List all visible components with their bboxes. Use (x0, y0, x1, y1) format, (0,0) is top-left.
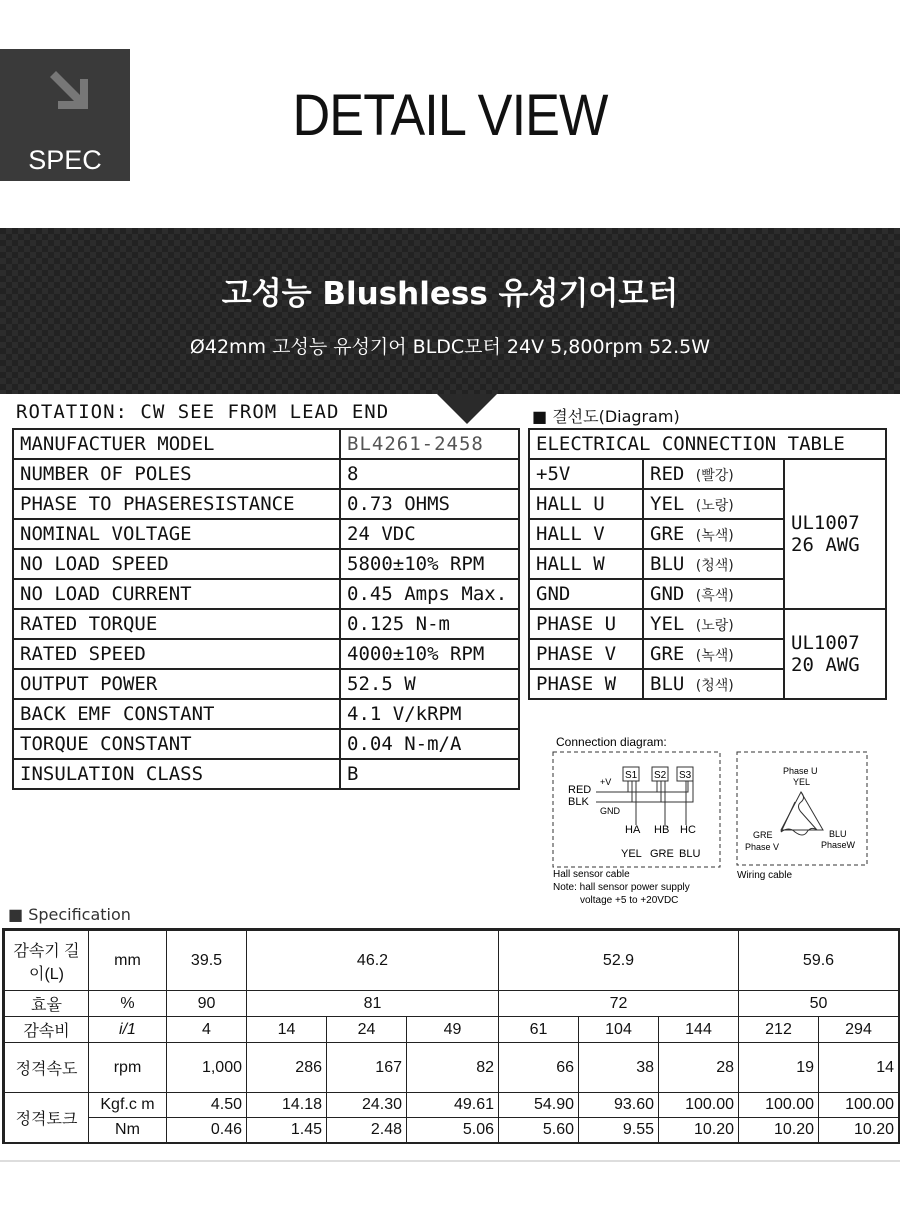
length-label: 감속기 길이(L) (5, 931, 89, 991)
torque-nm-cell: 9.55 (579, 1118, 659, 1143)
ratio-cell: 144 (659, 1017, 739, 1043)
eff-cell: 90 (167, 991, 247, 1017)
elec-signal: HALL U (529, 489, 643, 519)
s2-label: S2 (654, 770, 667, 781)
length-unit: mm (89, 931, 167, 991)
elec-color (643, 579, 784, 609)
speed-label: 정격속도 (5, 1043, 89, 1093)
elec-color-kr: (노랑) (695, 618, 734, 634)
elec-color (643, 459, 784, 489)
motor-value: BL4261-2458 (340, 429, 519, 459)
phase-v-label: Phase V (745, 842, 780, 852)
length-cell: 39.5 (167, 931, 247, 991)
elec-signal: PHASE U (529, 609, 643, 639)
speed-unit: rpm (89, 1043, 167, 1093)
ha-label: HA (625, 824, 641, 836)
gre-label: GRE (650, 848, 674, 860)
phase-w-color: BLU (829, 829, 847, 839)
ratio-cell: 212 (739, 1017, 819, 1043)
speed-cell: 19 (739, 1043, 819, 1093)
ratio-cell: 49 (407, 1017, 499, 1043)
motor-key: OUTPUT POWER (13, 669, 340, 699)
gnd-label: GND (600, 806, 620, 816)
electrical-table-title: ELECTRICAL CONNECTION TABLE (529, 429, 886, 459)
specification-heading: ■ Specification (8, 905, 131, 924)
motor-key: NUMBER OF POLES (13, 459, 340, 489)
motor-row (13, 459, 519, 489)
cable-spec-phase: UL1007 20 AWG (784, 609, 886, 699)
spec-badge-label: SPEC (28, 145, 102, 175)
bottom-divider (0, 1160, 900, 1162)
yel-label: YEL (621, 848, 642, 860)
length-cell: 46.2 (247, 931, 499, 991)
eff-cell: 81 (247, 991, 499, 1017)
elec-color-code: BLU (650, 553, 685, 575)
motor-value: 24 VDC (340, 519, 519, 549)
torque-kgf-cell: 93.60 (579, 1093, 659, 1118)
phase-v-color: GRE (753, 830, 773, 840)
motor-row (13, 639, 519, 669)
speed-cell: 82 (407, 1043, 499, 1093)
banner-notch (437, 394, 497, 424)
torque-kgf-cell: 14.18 (247, 1093, 327, 1118)
motor-key: NOMINAL VOLTAGE (13, 519, 340, 549)
speed-cell: 38 (579, 1043, 659, 1093)
motor-value: 52.5 W (340, 669, 519, 699)
elec-color-code: GRE (650, 643, 685, 665)
elec-color (643, 549, 784, 579)
motor-value: 4.1 V/kRPM (340, 699, 519, 729)
motor-value: 0.73 OHMS (340, 489, 519, 519)
torque-nm-cell: 0.46 (167, 1118, 247, 1143)
motor-key: INSULATION CLASS (13, 759, 340, 789)
specification-table (4, 930, 899, 1143)
vplus-label: +V (600, 777, 612, 787)
note-line1: Note: hall sensor power supply (553, 882, 690, 893)
motor-row (13, 669, 519, 699)
ratio-cell: 294 (819, 1017, 899, 1043)
wiring-diagram (733, 748, 873, 888)
wiring-caption: Wiring cable (737, 870, 793, 881)
torque-nm-cell: 10.20 (659, 1118, 739, 1143)
speed-cell: 286 (247, 1043, 327, 1093)
torque-nm-cell: 10.20 (739, 1118, 819, 1143)
ratio-cell: 61 (499, 1017, 579, 1043)
elec-color (643, 609, 784, 639)
torque-kgf-cell: 4.50 (167, 1093, 247, 1118)
kgf-unit: Kgf.c m (89, 1093, 167, 1118)
speed-cell: 167 (327, 1043, 407, 1093)
note-line2: voltage +5 to +20VDC (580, 895, 679, 906)
torque-kgf-cell: 24.30 (327, 1093, 407, 1118)
ratio-cell: 104 (579, 1017, 659, 1043)
elec-color-code: GND (650, 583, 685, 605)
motor-row (13, 489, 519, 519)
electrical-row (529, 459, 886, 489)
speed-cell: 66 (499, 1043, 579, 1093)
ratio-cell: 4 (167, 1017, 247, 1043)
torque-kgf-cell: 100.00 (819, 1093, 899, 1118)
eff-label: 효율 (5, 991, 89, 1017)
motor-key: TORQUE CONSTANT (13, 729, 340, 759)
speed-cell: 14 (819, 1043, 899, 1093)
motor-row (13, 609, 519, 639)
eff-cell: 72 (499, 991, 739, 1017)
torque-kgf-cell: 100.00 (739, 1093, 819, 1118)
elec-color (643, 489, 784, 519)
motor-key: NO LOAD SPEED (13, 549, 340, 579)
torque-nm-cell: 10.20 (819, 1118, 899, 1143)
torque-kgf-cell: 49.61 (407, 1093, 499, 1118)
torque-nm-cell: 5.60 (499, 1118, 579, 1143)
torque-kgf-cell: 100.00 (659, 1093, 739, 1118)
motor-key: RATED SPEED (13, 639, 340, 669)
elec-color-kr: (녹색) (695, 648, 734, 664)
ratio-label: 감속비 (5, 1017, 89, 1043)
elec-color-kr: (녹색) (695, 528, 734, 544)
blk-label: BLK (568, 796, 589, 808)
diagram-title: Connection diagram: (556, 735, 667, 749)
length-cell: 59.6 (739, 931, 899, 991)
elec-signal: PHASE W (529, 669, 643, 699)
motor-value: 0.125 N-m (340, 609, 519, 639)
motor-value: 8 (340, 459, 519, 489)
motor-row (13, 759, 519, 789)
motor-key: MANUFACTUER MODEL (13, 429, 340, 459)
motor-value: 0.45 Amps Max. (340, 579, 519, 609)
elec-signal: GND (529, 579, 643, 609)
eff-unit: % (89, 991, 167, 1017)
ratio-unit: i/1 (89, 1017, 167, 1043)
hall-connection-diagram (548, 730, 728, 910)
motor-value: 4000±10% RPM (340, 639, 519, 669)
nm-unit: Nm (89, 1118, 167, 1143)
elec-color-kr: (청색) (695, 558, 734, 574)
rotation-note: ROTATION: CW SEE FROM LEAD END (16, 401, 390, 423)
torque-nm-cell: 2.48 (327, 1118, 407, 1143)
hc-label: HC (680, 824, 696, 836)
elec-color (643, 639, 784, 669)
motor-key: RATED TORQUE (13, 609, 340, 639)
page-title: DETAIL VIEW (292, 83, 608, 148)
elec-signal: HALL V (529, 519, 643, 549)
ratio-cell: 14 (247, 1017, 327, 1043)
torque-kgf-cell: 54.90 (499, 1093, 579, 1118)
elec-color-kr: (빨강) (695, 468, 734, 484)
elec-color-code: RED (650, 463, 685, 485)
torque-label: 정격토크 (5, 1093, 89, 1143)
motor-row (13, 729, 519, 759)
banner-title: 고성능 Blushless 유성기어모터 (221, 276, 679, 312)
elec-color (643, 519, 784, 549)
electrical-connection-table (528, 428, 887, 700)
motor-row (13, 429, 519, 459)
banner-subtitle: Ø42mm 고성능 유성기어 BLDC모터 24V 5,800rpm 52.5W (189, 336, 711, 358)
eff-cell: 50 (739, 991, 899, 1017)
electrical-row (529, 609, 886, 639)
elec-signal: PHASE V (529, 639, 643, 669)
hall-caption: Hall sensor cable (553, 869, 630, 880)
motor-value: 5800±10% RPM (340, 549, 519, 579)
motor-row (13, 699, 519, 729)
motor-value: 0.04 N-m/A (340, 729, 519, 759)
motor-row (13, 549, 519, 579)
hb-label: HB (654, 824, 670, 836)
motor-row (13, 579, 519, 609)
s3-label: S3 (679, 770, 692, 781)
speed-cell: 28 (659, 1043, 739, 1093)
motor-key: BACK EMF CONSTANT (13, 699, 340, 729)
motor-key: NO LOAD CURRENT (13, 579, 340, 609)
torque-nm-cell: 1.45 (247, 1118, 327, 1143)
motor-spec-table (12, 428, 520, 790)
motor-value: B (340, 759, 519, 789)
blu-label: BLU (679, 848, 701, 860)
cable-spec-hall: UL1007 26 AWG (784, 459, 886, 609)
banner (0, 228, 900, 394)
elec-color-code: BLU (650, 673, 685, 695)
elec-color (643, 669, 784, 699)
s1-label: S1 (625, 770, 638, 781)
elec-color-code: YEL (650, 493, 685, 515)
elec-color-kr: (청색) (695, 678, 734, 694)
motor-row (13, 519, 519, 549)
length-cell: 52.9 (499, 931, 739, 991)
elec-signal: +5V (529, 459, 643, 489)
elec-color-kr: (흑색) (695, 588, 734, 604)
elec-color-kr: (노랑) (695, 498, 734, 514)
torque-nm-cell: 5.06 (407, 1118, 499, 1143)
elec-color-code: YEL (650, 613, 685, 635)
phase-u-label: Phase U (783, 766, 818, 776)
speed-cell: 1,000 (167, 1043, 247, 1093)
elec-color-code: GRE (650, 523, 685, 545)
ratio-cell: 24 (327, 1017, 407, 1043)
phase-u-color: YEL (793, 777, 811, 787)
red-label: RED (568, 784, 592, 796)
phase-w-label: PhaseW (821, 840, 856, 850)
motor-key: PHASE TO PHASERESISTANCE (13, 489, 340, 519)
diagram-heading: ■ 결선도(Diagram) (532, 407, 680, 426)
elec-signal: HALL W (529, 549, 643, 579)
